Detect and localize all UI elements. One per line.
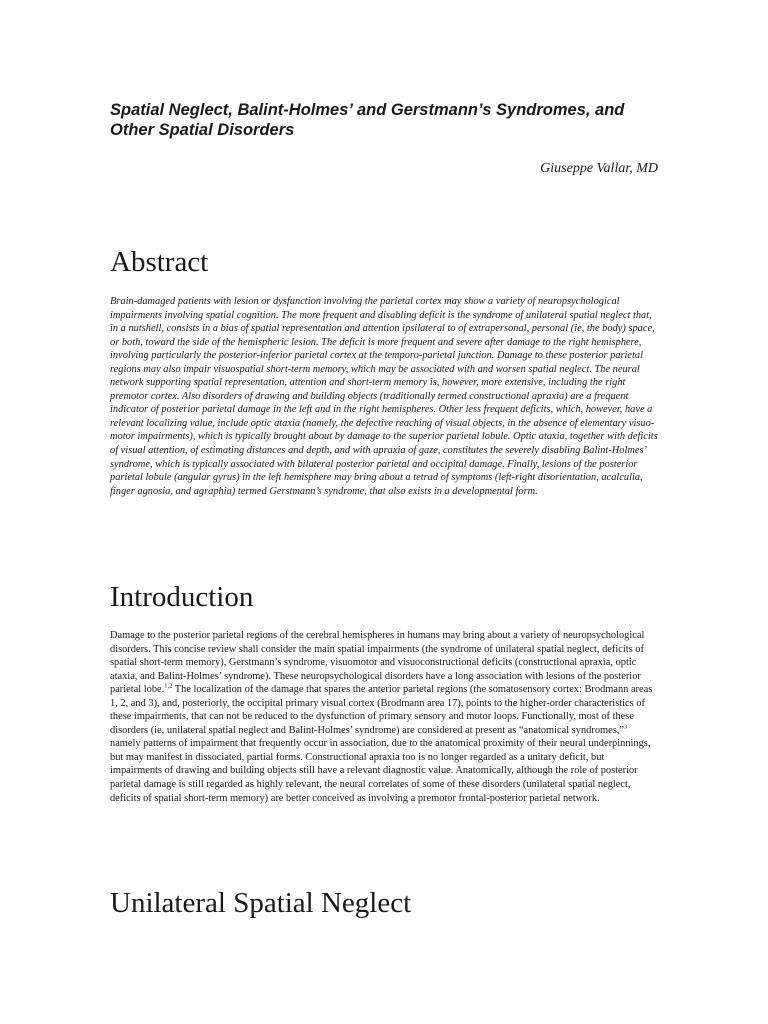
abstract-heading: Abstract bbox=[110, 246, 209, 278]
citation-superscript-1: 1,2 bbox=[164, 682, 173, 690]
introduction-text-part-1: Damage to the posterior parietal regions of the cerebral hemispheres in humans may bring about a variety of neuropsychological disorders. This concise review shall consider the main spatial impairments (the syndrome of unilateral spatial neglect, deficits of spatial short-term memory), Gerstmann’s syndrome, visuomotor and visuoconstructional deficits (constructional apraxia, optic ataxia, and Balint-Holmes’ syndrome). These neuropsychological disorders have a long association with lesions of the posterior parietal lobe. bbox=[110, 630, 645, 696]
introduction-heading: Introduction bbox=[110, 581, 254, 613]
paper-title: Spatial Neglect, Balint-Holmes’ and Gerstmann’s Syndromes, and Other Spatial Disorders bbox=[110, 101, 625, 139]
introduction-text-part-2: The localization of the damage that spares the anterior parietal regions (the somatosensory cortex: Brodmann areas 1, 2, and 3), and, posteriorly, the occipital primary visual cortex (Brodmann area 17), points to the higher-order characteristics of these impairments, that can not be reduced to the dysfunction of primary sensory and motor loops. Functionally, most of these disorders (ie, unilateral spatial neglect and Balint-Holmes’ syndrome) are considered at present as “anatomical syndromes,” bbox=[110, 684, 653, 736]
introduction-body bbox=[110, 629, 658, 805]
abstract-body: Brain-damaged patients with lesion or dysfunction involving the parietal cortex may show a variety of neuropsychological impairments involving spatial cognition. The more frequent and disabling deficit is the syndrome of unilateral spatial neglect that, in a nutshell, consists in a bias of spatial representation and attention ipsilateral to of extrapersonal, personal (ie, the body) space, or both, toward the side of the hemispheric lesion. The deficit is more frequent and severe after damage to the right hemisphere, involving particularly the posterior-inferior parietal cortex at the temporo-parietal junction. Damage to these posterior parietal regions may also impair visuospatial short-term memory, which may be associated with and worsen spatial neglect. The neural network supporting spatial representation, attention and short-term memory is, however, more extensive, including the right premotor cortex. Also disorders of drawing and building objects (traditionally termed constructional apraxia) are a frequent indicator of posterior parietal damage in the left and in the right hemispheres. Other less frequent deficits, which, however, have a relevant localizing value, include optic ataxia (namely, the defective reaching of visual objects, in the absence of elementary visuo-motor impairments), which is typically brought about by damage to the superior parietal lobule. Optic ataxia, together with deficits of visual attention, of estimating distances and depth, and with apraxia of gaze, constitutes the severely disabling Balint-Holmes’ syndrome, which is typically associated with bilateral posterior parietal and occipital damage. Finally, lesions of the posterior parietal lobule (angular gyrus) in the left hemisphere may bring about a tetrad of symptoms (left-right disorientation, acalculia, finger agnosia, and agraphia) termed Gerstmann’s syndrome, that also exists in a developmental form. bbox=[110, 296, 658, 497]
introduction-text-part-3: namely patterns of impairment that frequently occur in association, due to the anatomical proximity of their neural underpinnings, but may manifest in dissociated, partial forms. Constructional apraxia too is no longer regarded as a unitary deficit, but impairments of drawing and building objects still have a relevant diagnostic value. Anatomically, although the role of posterior parietal damage is still regarded as highly relevant, the neural correlates of some of these disorders (unilateral spatial neglect, deficits of spatial short-term memory) are better conceived as involving a premotor frontal-posterior parietal network. bbox=[110, 738, 651, 804]
unilateral-spatial-neglect-heading: Unilateral Spatial Neglect bbox=[110, 887, 412, 919]
citation-superscript-2: 3 bbox=[623, 723, 628, 731]
paper-author: Giuseppe Vallar, MD bbox=[540, 161, 658, 176]
